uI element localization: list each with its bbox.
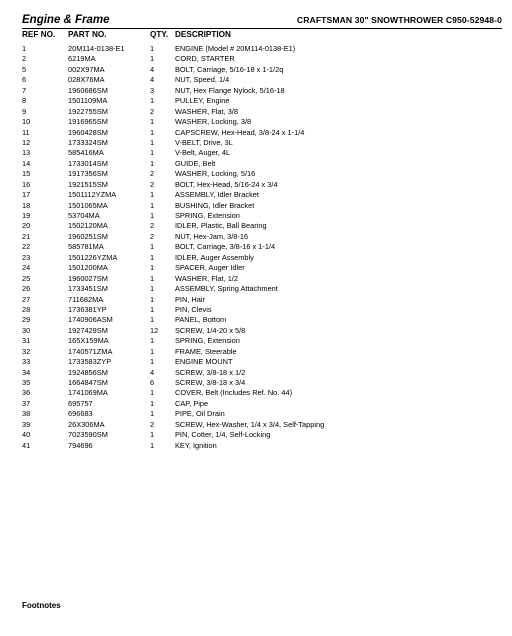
table-row xyxy=(22,221,502,231)
description-cell: PIPE, Oil Drain xyxy=(175,409,225,419)
description-cell: FRAME, Steerable xyxy=(175,346,237,356)
parts-table xyxy=(22,44,502,451)
qty-cell: 1 xyxy=(150,273,155,283)
ref-no-cell: 25 xyxy=(22,273,31,283)
part-no-cell: 794696 xyxy=(68,440,93,450)
qty-cell: 1 xyxy=(150,430,155,440)
ref-no-cell: 23 xyxy=(22,252,31,262)
qty-cell: 2 xyxy=(150,231,155,241)
qty-cell: 2 xyxy=(150,419,155,429)
table-row xyxy=(22,295,502,305)
part-no-cell: 711682MA xyxy=(68,294,104,304)
ref-no-cell: 8 xyxy=(22,96,27,106)
column-header-part-no: PART NO. xyxy=(68,30,107,39)
description-cell: SPRING, Extension xyxy=(175,211,240,220)
part-no-cell: 1501109MA xyxy=(68,96,108,106)
table-row xyxy=(22,54,502,64)
part-no-cell: 1921515SM xyxy=(68,179,108,189)
ref-no-cell: 40 xyxy=(22,430,31,440)
table-row xyxy=(22,253,502,263)
part-no-cell: 695757 xyxy=(68,398,93,408)
description-cell: PIN, Hair xyxy=(175,294,205,304)
table-row xyxy=(22,65,502,75)
ref-no-cell: 35 xyxy=(22,378,31,387)
ref-no-cell: 6 xyxy=(22,75,27,85)
qty-cell: 1 xyxy=(150,96,155,106)
part-no-cell: 1927429SM xyxy=(68,325,108,335)
description-cell: CORD, STARTER xyxy=(175,54,235,64)
table-row xyxy=(22,96,502,106)
column-header-ref-no: REF NO. xyxy=(22,30,56,39)
table-row xyxy=(22,107,502,117)
page-header xyxy=(22,14,502,28)
part-no-cell: 1733451SM xyxy=(68,284,108,294)
qty-cell: 2 xyxy=(150,221,155,231)
part-no-cell: 1916965SM xyxy=(68,117,108,127)
ref-no-cell: 21 xyxy=(22,231,31,241)
ref-no-cell: 18 xyxy=(22,200,31,210)
qty-cell: 1 xyxy=(150,211,155,220)
ref-no-cell: 28 xyxy=(22,304,31,314)
part-no-cell: 53704MA xyxy=(68,211,100,220)
part-no-cell: 696683 xyxy=(68,409,93,419)
qty-cell: 1 xyxy=(150,284,155,294)
table-row xyxy=(22,86,502,96)
table-row xyxy=(22,388,502,398)
ref-no-cell: 2 xyxy=(22,54,27,64)
description-cell: BUSHING, Idler Bracket xyxy=(175,200,255,210)
description-cell: PULLEY, Engine xyxy=(175,96,230,106)
description-cell: CAPSCREW, Hex-Head, 3/8-24 x 1-1/4 xyxy=(175,127,305,137)
part-no-cell: 1741069MA xyxy=(68,388,108,398)
ref-no-cell: 15 xyxy=(22,169,31,179)
part-no-cell: 1501112YZMA xyxy=(68,190,117,200)
description-cell: IDLER, Auger Assembly xyxy=(175,252,254,262)
ref-no-cell: 12 xyxy=(22,137,31,147)
part-no-cell: 028X76MA xyxy=(68,75,105,85)
description-cell: SCREW, Hex-Washer, 1/4 x 3/4, Self-Tapping xyxy=(175,419,325,429)
table-row xyxy=(22,441,502,451)
description-cell: V-BELT, Drive, 3L xyxy=(175,137,233,147)
table-row xyxy=(22,305,502,315)
ref-no-cell: 32 xyxy=(22,346,31,356)
qty-cell: 2 xyxy=(150,179,155,189)
description-cell: COVER, Belt (Includes Ref. No. 44) xyxy=(175,388,293,398)
qty-cell: 1 xyxy=(150,252,155,262)
ref-no-cell: 29 xyxy=(22,315,31,325)
part-no-cell: 165X159MA xyxy=(68,336,109,346)
description-cell: SPRING, Extension xyxy=(175,336,240,346)
qty-cell: 1 xyxy=(150,315,155,325)
ref-no-cell: 17 xyxy=(22,190,31,200)
ref-no-cell: 38 xyxy=(22,409,31,419)
ref-no-cell: 19 xyxy=(22,211,31,220)
part-no-cell: 585416MA xyxy=(68,148,104,158)
ref-no-cell: 31 xyxy=(22,336,31,346)
table-row xyxy=(22,242,502,252)
description-cell: ENGINE (Model # 20M114-0138-E1) xyxy=(175,44,296,53)
description-cell: SCREW, 3/8-18 x 3/4 xyxy=(175,378,246,387)
ref-no-cell: 41 xyxy=(22,440,31,450)
part-no-cell: 1960027SM xyxy=(68,273,108,283)
table-row xyxy=(22,357,502,367)
description-cell: WASHER, Locking, 5/16 xyxy=(175,169,256,179)
table-row xyxy=(22,430,502,440)
ref-no-cell: 26 xyxy=(22,284,31,294)
table-row xyxy=(22,284,502,294)
description-cell: BOLT, Carriage, 3/8-16 x 1-1/4 xyxy=(175,242,276,252)
ref-no-cell: 14 xyxy=(22,158,31,168)
description-cell: KEY, Ignition xyxy=(175,440,217,450)
qty-cell: 1 xyxy=(150,357,155,367)
part-no-cell: 1501200MA xyxy=(68,263,108,273)
description-cell: ASSEMBLY, Idler Bracket xyxy=(175,190,259,200)
qty-cell: 2 xyxy=(150,169,155,179)
ref-no-cell: 30 xyxy=(22,325,31,335)
qty-cell: 1 xyxy=(150,117,155,127)
part-no-cell: 1664847SM xyxy=(68,378,108,387)
table-row xyxy=(22,138,502,148)
part-no-cell: 1733583ZYP xyxy=(68,357,112,367)
part-no-cell: 1924856SM xyxy=(68,367,108,377)
qty-cell: 1 xyxy=(150,148,155,158)
ref-no-cell: 27 xyxy=(22,294,31,304)
footnotes-label: Footnotes xyxy=(22,601,61,610)
description-cell: SPACER, Auger Idler xyxy=(175,263,245,273)
description-cell: NUT, Speed, 1/4 xyxy=(175,75,230,85)
table-row xyxy=(22,75,502,85)
qty-cell: 1 xyxy=(150,304,155,314)
table-row xyxy=(22,315,502,325)
table-row xyxy=(22,368,502,378)
description-cell: SCREW, 3/8-18 x 1/2 xyxy=(175,367,246,377)
ref-no-cell: 9 xyxy=(22,106,27,116)
table-row xyxy=(22,232,502,242)
qty-cell: 1 xyxy=(150,398,155,408)
table-row xyxy=(22,117,502,127)
qty-cell: 1 xyxy=(150,190,155,200)
ref-no-cell: 37 xyxy=(22,398,31,408)
ref-no-cell: 34 xyxy=(22,367,31,377)
column-header-description: DESCRIPTION xyxy=(175,30,231,39)
part-no-cell: 1501226YZMA xyxy=(68,252,118,262)
table-row xyxy=(22,378,502,388)
description-cell: IDLER, Plastic, Ball Bearing xyxy=(175,221,267,231)
section-title: Engine & Frame xyxy=(22,14,110,26)
part-no-cell: 1917356SM xyxy=(68,169,108,179)
description-cell: GUIDE, Belt xyxy=(175,158,216,168)
table-row xyxy=(22,211,502,221)
qty-cell: 6 xyxy=(150,378,155,387)
ref-no-cell: 24 xyxy=(22,263,31,273)
qty-cell: 1 xyxy=(150,336,155,346)
table-row xyxy=(22,128,502,138)
table-header xyxy=(22,30,502,42)
qty-cell: 1 xyxy=(150,409,155,419)
part-no-cell: 1960428SM xyxy=(68,127,108,137)
ref-no-cell: 39 xyxy=(22,419,31,429)
description-cell: BOLT, Carriage, 5/16-18 x 1-1/2q xyxy=(175,64,284,74)
table-row xyxy=(22,336,502,346)
qty-cell: 12 xyxy=(150,325,159,335)
ref-no-cell: 36 xyxy=(22,388,31,398)
table-row xyxy=(22,148,502,158)
table-row xyxy=(22,201,502,211)
qty-cell: 1 xyxy=(150,242,155,252)
description-cell: V-Belt, Auger, 4L xyxy=(175,148,231,158)
table-row xyxy=(22,263,502,273)
qty-cell: 1 xyxy=(150,263,155,273)
qty-cell: 1 xyxy=(150,137,155,147)
qty-cell: 1 xyxy=(150,44,155,53)
part-no-cell: 26X306MA xyxy=(68,419,105,429)
qty-cell: 1 xyxy=(150,346,155,356)
document-title: CRAFTSMAN 30" SNOWTHROWER C950-52948-0 xyxy=(296,15,502,25)
ref-no-cell: 20 xyxy=(22,221,31,231)
qty-cell: 1 xyxy=(150,127,155,137)
part-no-cell: 1502120MA xyxy=(68,221,108,231)
part-no-cell: 1736381YP xyxy=(68,304,107,314)
description-cell: ENGINE MOUNT xyxy=(175,357,233,367)
table-row xyxy=(22,44,502,54)
description-cell: ASSEMBLY, Spring Attachment xyxy=(175,284,278,294)
part-no-cell: 1960686SM xyxy=(68,85,108,95)
part-no-cell: 1740906ASM xyxy=(68,315,113,325)
part-no-cell: 20M114-0138-E1 xyxy=(68,44,125,53)
description-cell: NUT, Hex Flange Nylock, 5/16-18 xyxy=(175,85,285,95)
table-row xyxy=(22,409,502,419)
part-no-cell: 1733324SM xyxy=(68,137,108,147)
description-cell: PIN, Cotter, 1/4, Self-Locking xyxy=(175,430,271,440)
qty-cell: 1 xyxy=(150,54,155,64)
part-no-cell: 1733014SM xyxy=(68,158,108,168)
description-cell: PIN, Clevis xyxy=(175,304,212,314)
part-no-cell: 002X97MA xyxy=(68,64,105,74)
description-cell: WASHER, Flat, 3/8 xyxy=(175,106,238,116)
table-row xyxy=(22,190,502,200)
table-row xyxy=(22,399,502,409)
ref-no-cell: 11 xyxy=(22,127,30,137)
qty-cell: 1 xyxy=(150,294,155,304)
table-row xyxy=(22,159,502,169)
part-no-cell: 1922755SM xyxy=(68,106,108,116)
header-divider xyxy=(22,28,502,29)
qty-cell: 4 xyxy=(150,367,155,377)
table-row xyxy=(22,347,502,357)
ref-no-cell: 16 xyxy=(22,179,31,189)
column-header-qty: QTY. xyxy=(150,30,169,39)
description-cell: BOLT, Hex-Head, 5/16-24 x 3/4 xyxy=(175,179,278,189)
qty-cell: 4 xyxy=(150,64,155,74)
qty-cell: 1 xyxy=(150,158,155,168)
ref-no-cell: 33 xyxy=(22,357,31,367)
table-row xyxy=(22,169,502,179)
table-row xyxy=(22,274,502,284)
table-row xyxy=(22,326,502,336)
ref-no-cell: 5 xyxy=(22,64,27,74)
description-cell: NUT, Hex-Jam, 3/8-16 xyxy=(175,231,249,241)
part-no-cell: 7023590SM xyxy=(68,430,108,440)
part-no-cell: 585781MA xyxy=(68,242,104,252)
part-no-cell: 6219MA xyxy=(68,54,96,64)
qty-cell: 4 xyxy=(150,75,155,85)
description-cell: CAP, Pipe xyxy=(175,398,209,408)
qty-cell: 1 xyxy=(150,388,155,398)
description-cell: SCREW, 1/4-20 x 5/8 xyxy=(175,325,246,335)
qty-cell: 1 xyxy=(150,200,155,210)
ref-no-cell: 13 xyxy=(22,148,31,158)
ref-no-cell: 1 xyxy=(22,44,27,53)
part-no-cell: 1960251SM xyxy=(68,231,108,241)
qty-cell: 3 xyxy=(150,85,155,95)
part-no-cell: 1501065MA xyxy=(68,200,108,210)
table-row xyxy=(22,180,502,190)
ref-no-cell: 10 xyxy=(22,117,31,127)
part-no-cell: 1740571ZMA xyxy=(68,346,113,356)
qty-cell: 1 xyxy=(150,440,155,450)
table-row xyxy=(22,420,502,430)
qty-cell: 2 xyxy=(150,106,155,116)
ref-no-cell: 7 xyxy=(22,85,27,95)
description-cell: WASHER, Flat, 1/2 xyxy=(175,273,238,283)
description-cell: PANEL, Bottom xyxy=(175,315,227,325)
description-cell: WASHER, Locking, 3/8 xyxy=(175,117,252,127)
ref-no-cell: 22 xyxy=(22,242,31,252)
